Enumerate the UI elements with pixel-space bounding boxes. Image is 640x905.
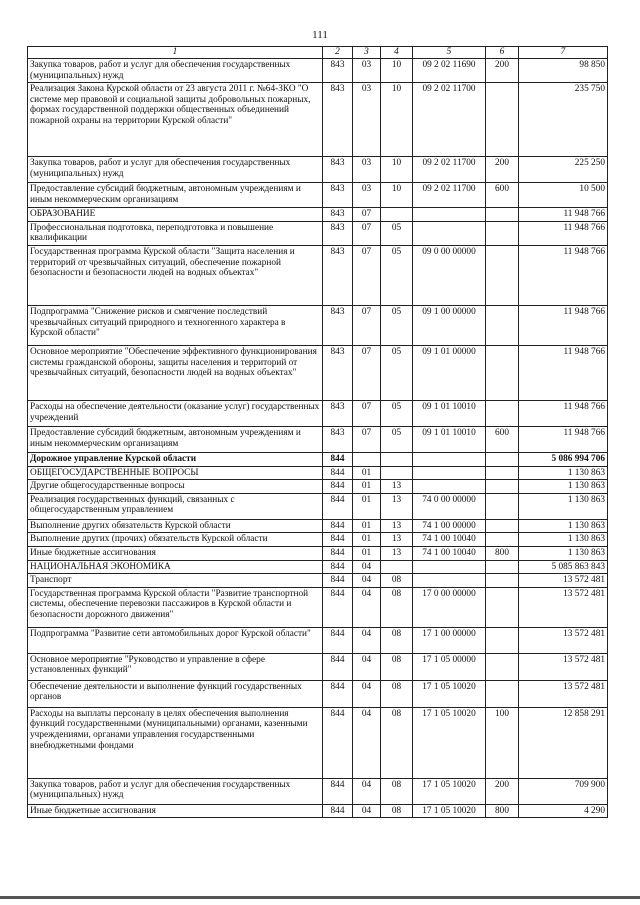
cell-target-article: 74 1 00 00000 [413, 519, 486, 533]
cell-target-article: 17 1 00 00000 [413, 627, 486, 653]
table-row [28, 804, 608, 818]
column-header: 3 [353, 47, 381, 59]
cell-amount: 235 750 [519, 83, 608, 157]
cell-amount: 709 900 [519, 778, 608, 804]
row-description: Иные бюджетные ассигнования [28, 804, 323, 818]
cell-amount: 1 130 863 [519, 480, 608, 494]
cell-amount: 4 290 [519, 804, 608, 818]
column-header: 4 [381, 47, 413, 59]
cell-target-article [413, 221, 486, 245]
table-row [28, 157, 608, 183]
table-row [28, 183, 608, 208]
cell-target-article: 17 1 05 10020 [413, 778, 486, 804]
cell-section-code: 07 [353, 208, 381, 222]
column-header: 5 [413, 47, 486, 59]
table-row [28, 452, 608, 466]
cell-section-code: 04 [353, 707, 381, 778]
cell-expense-type [486, 400, 519, 426]
cell-administrator-code: 843 [323, 245, 353, 305]
cell-administrator-code: 844 [323, 627, 353, 653]
cell-administrator-code: 844 [323, 778, 353, 804]
cell-administrator-code: 843 [323, 400, 353, 426]
cell-section-code: 04 [353, 587, 381, 627]
cell-subsection-code: 13 [381, 546, 413, 560]
cell-administrator-code: 844 [323, 653, 353, 680]
cell-amount: 12 858 291 [519, 707, 608, 778]
cell-target-article: 17 1 05 10020 [413, 804, 486, 818]
cell-administrator-code: 843 [323, 59, 353, 83]
cell-target-article [413, 208, 486, 222]
cell-administrator-code: 844 [323, 680, 353, 707]
cell-target-article [413, 466, 486, 480]
cell-expense-type [486, 627, 519, 653]
cell-section-code: 07 [353, 426, 381, 452]
cell-target-article: 09 2 02 11700 [413, 183, 486, 208]
row-description: Расходы на выплаты персоналу в целях обеспечения выполнения функций государственными (муниципальными) органами, казенными учреждениями, органами управления государственными внебюджетными фондами [28, 707, 323, 778]
cell-target-article: 09 2 02 11700 [413, 157, 486, 183]
cell-amount: 10 500 [519, 183, 608, 208]
cell-subsection-code: 10 [381, 59, 413, 83]
cell-administrator-code: 843 [323, 345, 353, 400]
cell-amount: 11 948 766 [519, 245, 608, 305]
cell-administrator-code: 843 [323, 157, 353, 183]
cell-target-article [413, 480, 486, 494]
cell-target-article: 09 2 02 11700 [413, 83, 486, 157]
column-header: 6 [486, 47, 519, 59]
table-row [28, 466, 608, 480]
cell-section-code: 04 [353, 680, 381, 707]
row-description: Предоставление субсидий бюджетным, автономным учреждениям и иным некоммерческим организациям [28, 426, 323, 452]
table-row [28, 221, 608, 245]
row-description: Подпрограмма "Развитие сети автомобильных дорог Курской области" [28, 627, 323, 653]
cell-subsection-code: 08 [381, 653, 413, 680]
cell-target-article: 17 0 00 00000 [413, 587, 486, 627]
cell-subsection-code: 13 [381, 493, 413, 519]
cell-amount: 11 948 766 [519, 400, 608, 426]
table-row [28, 83, 608, 157]
cell-administrator-code: 843 [323, 221, 353, 245]
cell-section-code: 01 [353, 480, 381, 494]
row-description: Основное мероприятие "Руководство и управление в сфере установленных функций" [28, 653, 323, 680]
cell-expense-type [486, 493, 519, 519]
row-description: Расходы на обеспечение деятельности (оказание услуг) государственных учреждений [28, 400, 323, 426]
cell-section-code: 03 [353, 157, 381, 183]
cell-amount: 1 130 863 [519, 533, 608, 547]
cell-target-article: 17 1 05 10020 [413, 680, 486, 707]
table-row [28, 426, 608, 452]
row-description: Выполнение других (прочих) обязательств Курской области [28, 533, 323, 547]
cell-administrator-code: 844 [323, 480, 353, 494]
cell-amount: 1 130 863 [519, 466, 608, 480]
row-description: Подпрограмма "Снижение рисков и смягчение последствий чрезвычайных ситуаций природного и техногенного характера в Курской области" [28, 305, 323, 345]
row-description: Профессиональная подготовка, переподготовка и повышение квалификации [28, 221, 323, 245]
cell-administrator-code: 843 [323, 305, 353, 345]
cell-administrator-code: 843 [323, 183, 353, 208]
cell-section-code: 03 [353, 59, 381, 83]
cell-section-code [353, 452, 381, 466]
table-row [28, 587, 608, 627]
cell-expense-type [486, 452, 519, 466]
cell-amount: 13 572 481 [519, 627, 608, 653]
cell-target-article [413, 574, 486, 588]
cell-target-article: 74 0 00 00000 [413, 493, 486, 519]
cell-administrator-code: 844 [323, 452, 353, 466]
column-header: 1 [28, 47, 323, 59]
cell-amount: 98 850 [519, 59, 608, 83]
cell-section-code: 07 [353, 305, 381, 345]
cell-amount: 11 948 766 [519, 305, 608, 345]
cell-expense-type: 200 [486, 59, 519, 83]
cell-amount: 13 572 481 [519, 587, 608, 627]
row-description: Государственная программа Курской области "Развитие транспортной системы, обеспечение перевозки пассажиров в Курской области и безопасности дорожного движения" [28, 587, 323, 627]
cell-section-code: 07 [353, 400, 381, 426]
table-row [28, 574, 608, 588]
cell-expense-type: 200 [486, 778, 519, 804]
cell-administrator-code: 844 [323, 560, 353, 574]
column-header: 7 [519, 47, 608, 59]
cell-target-article: 74 1 00 10040 [413, 533, 486, 547]
cell-target-article: 09 1 01 10010 [413, 426, 486, 452]
page-number: 111 [312, 29, 328, 41]
cell-subsection-code [381, 466, 413, 480]
cell-administrator-code: 844 [323, 804, 353, 818]
cell-target-article: 09 0 00 00000 [413, 245, 486, 305]
cell-subsection-code: 13 [381, 480, 413, 494]
table-row [28, 208, 608, 222]
cell-expense-type [486, 519, 519, 533]
cell-target-article: 17 1 05 10020 [413, 707, 486, 778]
cell-administrator-code: 843 [323, 83, 353, 157]
table-header-row [28, 47, 608, 59]
row-description: ОБЩЕГОСУДАРСТВЕННЫЕ ВОПРОСЫ [28, 466, 323, 480]
row-description: Реализация Закона Курской области от 23 августа 2011 г. №64-ЗКО "О системе мер правовой и социальной защиты добровольных пожарных, формах государственной поддержки общественных объединений пожарной охраны на территории Курской области" [28, 83, 323, 157]
cell-target-article: 17 1 05 00000 [413, 653, 486, 680]
cell-expense-type [486, 466, 519, 480]
cell-section-code: 01 [353, 519, 381, 533]
cell-subsection-code: 10 [381, 157, 413, 183]
cell-section-code: 07 [353, 221, 381, 245]
cell-section-code: 01 [353, 466, 381, 480]
table-row [28, 533, 608, 547]
cell-section-code: 01 [353, 493, 381, 519]
table-row [28, 345, 608, 400]
cell-amount: 11 948 766 [519, 208, 608, 222]
row-description: Закупка товаров, работ и услуг для обеспечения государственных (муниципальных) нужд [28, 778, 323, 804]
cell-subsection-code: 13 [381, 533, 413, 547]
cell-target-article: 74 1 00 10040 [413, 546, 486, 560]
row-description: Выполнение других обязательств Курской области [28, 519, 323, 533]
cell-expense-type [486, 533, 519, 547]
cell-section-code: 04 [353, 560, 381, 574]
cell-target-article [413, 560, 486, 574]
cell-subsection-code: 08 [381, 804, 413, 818]
cell-expense-type [486, 83, 519, 157]
row-description: Предоставление субсидий бюджетным, автономным учреждениям и иным некоммерческим организациям [28, 183, 323, 208]
row-description: Иные бюджетные ассигнования [28, 546, 323, 560]
cell-section-code: 04 [353, 778, 381, 804]
row-description: Транспорт [28, 574, 323, 588]
cell-subsection-code: 05 [381, 245, 413, 305]
cell-amount: 11 948 766 [519, 345, 608, 400]
cell-administrator-code: 843 [323, 208, 353, 222]
cell-expense-type [486, 653, 519, 680]
cell-section-code: 07 [353, 245, 381, 305]
cell-section-code: 03 [353, 83, 381, 157]
cell-subsection-code: 05 [381, 345, 413, 400]
cell-section-code: 04 [353, 804, 381, 818]
cell-target-article [413, 452, 486, 466]
cell-amount: 5 085 863 843 [519, 560, 608, 574]
table-row [28, 245, 608, 305]
table-row [28, 778, 608, 804]
cell-expense-type [486, 221, 519, 245]
table-row [28, 519, 608, 533]
column-header: 2 [323, 47, 353, 59]
cell-section-code: 04 [353, 627, 381, 653]
cell-subsection-code: 08 [381, 627, 413, 653]
cell-expense-type: 100 [486, 707, 519, 778]
cell-subsection-code [381, 452, 413, 466]
cell-amount: 1 130 863 [519, 546, 608, 560]
row-description: Основное мероприятие "Обеспечение эффективного функционирования системы гражданской обороны, защиты населения и территорий от чрезвычайных ситуаций, безопасности людей на водных объектах" [28, 345, 323, 400]
cell-administrator-code: 844 [323, 493, 353, 519]
cell-subsection-code: 08 [381, 707, 413, 778]
cell-amount: 225 250 [519, 157, 608, 183]
table-row [28, 627, 608, 653]
cell-subsection-code: 08 [381, 574, 413, 588]
cell-expense-type: 600 [486, 426, 519, 452]
row-description: Реализация государственных функций, связанных с общегосударственным управлением [28, 493, 323, 519]
cell-subsection-code: 10 [381, 83, 413, 157]
cell-target-article: 09 2 02 11690 [413, 59, 486, 83]
row-description: Обеспечение деятельности и выполнение функций государственных органов [28, 680, 323, 707]
table-row [28, 59, 608, 83]
cell-administrator-code: 844 [323, 707, 353, 778]
table-row [28, 400, 608, 426]
row-description: Дорожное управление Курской области [28, 452, 323, 466]
table-row [28, 560, 608, 574]
cell-subsection-code: 08 [381, 680, 413, 707]
cell-administrator-code: 844 [323, 546, 353, 560]
cell-amount: 13 572 481 [519, 653, 608, 680]
cell-expense-type: 600 [486, 183, 519, 208]
table-row [28, 653, 608, 680]
cell-subsection-code: 08 [381, 587, 413, 627]
cell-amount: 11 948 766 [519, 221, 608, 245]
table-row [28, 305, 608, 345]
cell-subsection-code: 05 [381, 221, 413, 245]
cell-expense-type: 200 [486, 157, 519, 183]
cell-administrator-code: 843 [323, 426, 353, 452]
row-description: Закупка товаров, работ и услуг для обеспечения государственных (муниципальных) нужд [28, 59, 323, 83]
cell-administrator-code: 844 [323, 587, 353, 627]
cell-expense-type [486, 208, 519, 222]
cell-target-article: 09 1 01 10010 [413, 400, 486, 426]
cell-section-code: 04 [353, 653, 381, 680]
cell-subsection-code: 08 [381, 778, 413, 804]
cell-expense-type: 800 [486, 546, 519, 560]
cell-administrator-code: 844 [323, 533, 353, 547]
row-description: Государственная программа Курской области "Защита населения и территорий от чрезвычайных ситуаций, обеспечение пожарной безопасности и безопасности людей на водных объектах" [28, 245, 323, 305]
cell-expense-type [486, 680, 519, 707]
cell-expense-type [486, 574, 519, 588]
cell-expense-type: 800 [486, 804, 519, 818]
cell-administrator-code: 844 [323, 574, 353, 588]
cell-amount: 5 086 994 706 [519, 452, 608, 466]
row-description: Другие общегосударственные вопросы [28, 480, 323, 494]
cell-expense-type [486, 560, 519, 574]
cell-amount: 1 130 863 [519, 519, 608, 533]
cell-expense-type [486, 345, 519, 400]
row-description: Закупка товаров, работ и услуг для обеспечения государственных (муниципальных) нужд [28, 157, 323, 183]
cell-administrator-code: 844 [323, 466, 353, 480]
cell-section-code: 01 [353, 546, 381, 560]
table-row [28, 680, 608, 707]
cell-expense-type [486, 305, 519, 345]
cell-section-code: 01 [353, 533, 381, 547]
cell-expense-type [486, 587, 519, 627]
cell-amount: 1 130 863 [519, 493, 608, 519]
cell-subsection-code: 10 [381, 183, 413, 208]
cell-section-code: 03 [353, 183, 381, 208]
row-description: ОБРАЗОВАНИЕ [28, 208, 323, 222]
cell-section-code: 07 [353, 345, 381, 400]
cell-section-code: 04 [353, 574, 381, 588]
cell-subsection-code: 05 [381, 400, 413, 426]
row-description: НАЦИОНАЛЬНАЯ ЭКОНОМИКА [28, 560, 323, 574]
table-row [28, 707, 608, 778]
cell-target-article: 09 1 00 00000 [413, 305, 486, 345]
cell-expense-type [486, 245, 519, 305]
table-row [28, 493, 608, 519]
scan-edge-line [0, 896, 640, 899]
cell-amount: 11 948 766 [519, 426, 608, 452]
cell-amount: 13 572 481 [519, 574, 608, 588]
cell-subsection-code: 13 [381, 519, 413, 533]
cell-subsection-code: 05 [381, 305, 413, 345]
cell-subsection-code [381, 208, 413, 222]
cell-expense-type [486, 480, 519, 494]
cell-administrator-code: 844 [323, 519, 353, 533]
budget-table [27, 46, 608, 818]
cell-subsection-code [381, 560, 413, 574]
cell-amount: 13 572 481 [519, 680, 608, 707]
table-row [28, 546, 608, 560]
table-row [28, 480, 608, 494]
cell-subsection-code: 05 [381, 426, 413, 452]
cell-target-article: 09 1 01 00000 [413, 345, 486, 400]
